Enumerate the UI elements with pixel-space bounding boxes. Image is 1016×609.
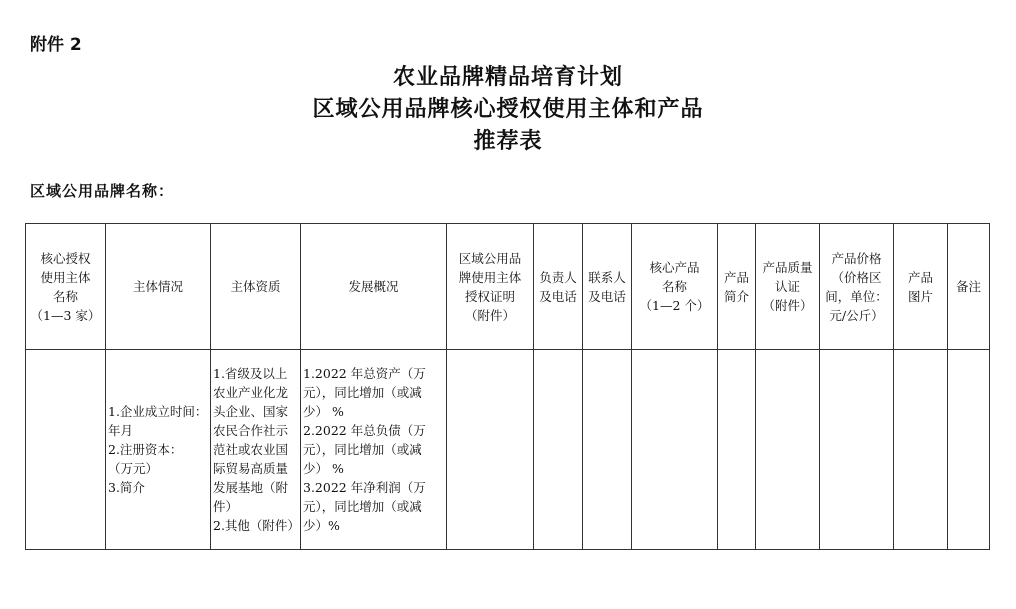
cell-line: 主体资质 — [230, 279, 281, 294]
cell-line: 元），同比增加（或减 — [303, 385, 422, 400]
table-row — [26, 350, 990, 550]
cell-line: 及电话 — [539, 288, 577, 304]
cell-product-intro[interactable] — [718, 350, 756, 550]
cell-line: （价格区 — [831, 269, 882, 285]
brand-name-label: 区域公用品牌名称： — [30, 182, 175, 200]
cell-line: （附件） — [762, 298, 813, 313]
cell-line: （1—2 个） — [639, 298, 710, 313]
cell-line: 1.2022 年总资产（万 — [303, 366, 426, 381]
cell-core-entity-name[interactable] — [26, 350, 106, 550]
cell-product-price[interactable] — [820, 350, 894, 550]
title-line-2: 区域公用品牌核心授权使用主体和产品 — [312, 97, 704, 122]
header-leader-phone — [534, 224, 583, 350]
cell-remarks[interactable] — [948, 350, 990, 550]
cell-line: 区域公用品 — [458, 250, 522, 266]
recommendation-table — [25, 223, 990, 550]
cell-contact-phone[interactable] — [583, 350, 632, 550]
header-quality-certification — [756, 224, 820, 350]
header-core-entity-name — [26, 224, 106, 350]
cell-line: 农民合作社示 — [213, 423, 289, 438]
cell-line: 联系人 — [588, 269, 626, 285]
cell-line: （1—3 家） — [30, 307, 101, 323]
cell-line: 产品 — [907, 269, 933, 285]
cell-line: 农业产业化龙 — [213, 385, 289, 400]
cell-line: 核心产品 — [649, 260, 700, 275]
cell-line: 3.2022 年净利润（万 — [303, 480, 426, 495]
header-product-intro — [718, 224, 756, 350]
cell-line: 主体情况 — [132, 279, 183, 294]
cell-line: 认证 — [774, 279, 800, 294]
title-line-1: 农业品牌精品培育计划 — [392, 65, 623, 90]
cell-line: 2.注册资本： — [108, 442, 183, 457]
cell-line: 少） % — [303, 404, 344, 419]
cell-line: 发展基地（附 — [213, 480, 289, 495]
cell-line: 使用主体 — [40, 269, 91, 285]
cell-line: 授权证明 — [464, 288, 515, 304]
cell-line: 图片 — [907, 288, 933, 304]
header-core-product-name — [632, 224, 718, 350]
cell-line: 少） % — [303, 461, 344, 476]
cell-line: 1.省级及以上 — [213, 366, 288, 381]
cell-line: 范社或农业国 — [213, 442, 289, 457]
header-contact-phone — [583, 224, 632, 350]
cell-line: 少）% — [303, 518, 340, 533]
cell-line: 间，单位： — [825, 288, 888, 304]
cell-line: 2.2022 年总负债（万 — [303, 423, 426, 438]
cell-line: 3.简介 — [108, 480, 145, 495]
cell-line: 年月 — [108, 423, 134, 438]
cell-line: 元），同比增加（或减 — [303, 442, 422, 457]
header-qualification — [211, 224, 301, 350]
cell-leader-phone[interactable] — [534, 350, 583, 550]
cell-line: 及电话 — [588, 288, 626, 304]
attachment-label: 附件 2 — [30, 35, 82, 55]
cell-line: 产品 — [723, 269, 749, 285]
cell-entity-info[interactable] — [106, 350, 211, 550]
cell-line: 产品价格 — [831, 250, 882, 266]
cell-core-product-name[interactable] — [632, 350, 718, 550]
cell-authorization-proof[interactable] — [447, 350, 534, 550]
cell-line: 名称 — [661, 279, 687, 294]
cell-line: 核心授权 — [40, 250, 91, 266]
header-row — [26, 224, 990, 350]
cell-quality-certification[interactable] — [756, 350, 820, 550]
cell-line: 简介 — [723, 288, 749, 304]
cell-line: 际贸易高质量 — [213, 461, 289, 476]
cell-line: 1.企业成立时间： — [108, 404, 208, 419]
header-authorization-proof — [447, 224, 534, 350]
cell-line: 元/公斤） — [829, 307, 884, 323]
header-entity-info — [106, 224, 211, 350]
cell-line: 头企业、国家 — [213, 404, 289, 419]
cell-line: 牌使用主体 — [458, 269, 522, 285]
cell-line: （万元） — [108, 461, 159, 476]
title-line-3: 推荐表 — [473, 129, 543, 154]
cell-line: 发展概况 — [348, 279, 399, 294]
cell-line: （附件） — [464, 307, 515, 323]
header-development — [301, 224, 447, 350]
cell-development[interactable] — [301, 350, 447, 550]
cell-line: 备注 — [955, 279, 981, 294]
cell-qualification[interactable] — [211, 350, 301, 550]
cell-line: 产品质量 — [762, 260, 813, 275]
cell-line: 元），同比增加（或减 — [303, 499, 422, 514]
header-product-price — [820, 224, 894, 350]
cell-line: 名称 — [52, 288, 78, 304]
header-remarks — [948, 224, 990, 350]
cell-line: 负责人 — [539, 269, 577, 285]
cell-line: 2.其他（附件） — [213, 518, 300, 533]
header-product-image — [894, 224, 948, 350]
cell-line: 件） — [213, 499, 239, 514]
cell-product-image[interactable] — [894, 350, 948, 550]
